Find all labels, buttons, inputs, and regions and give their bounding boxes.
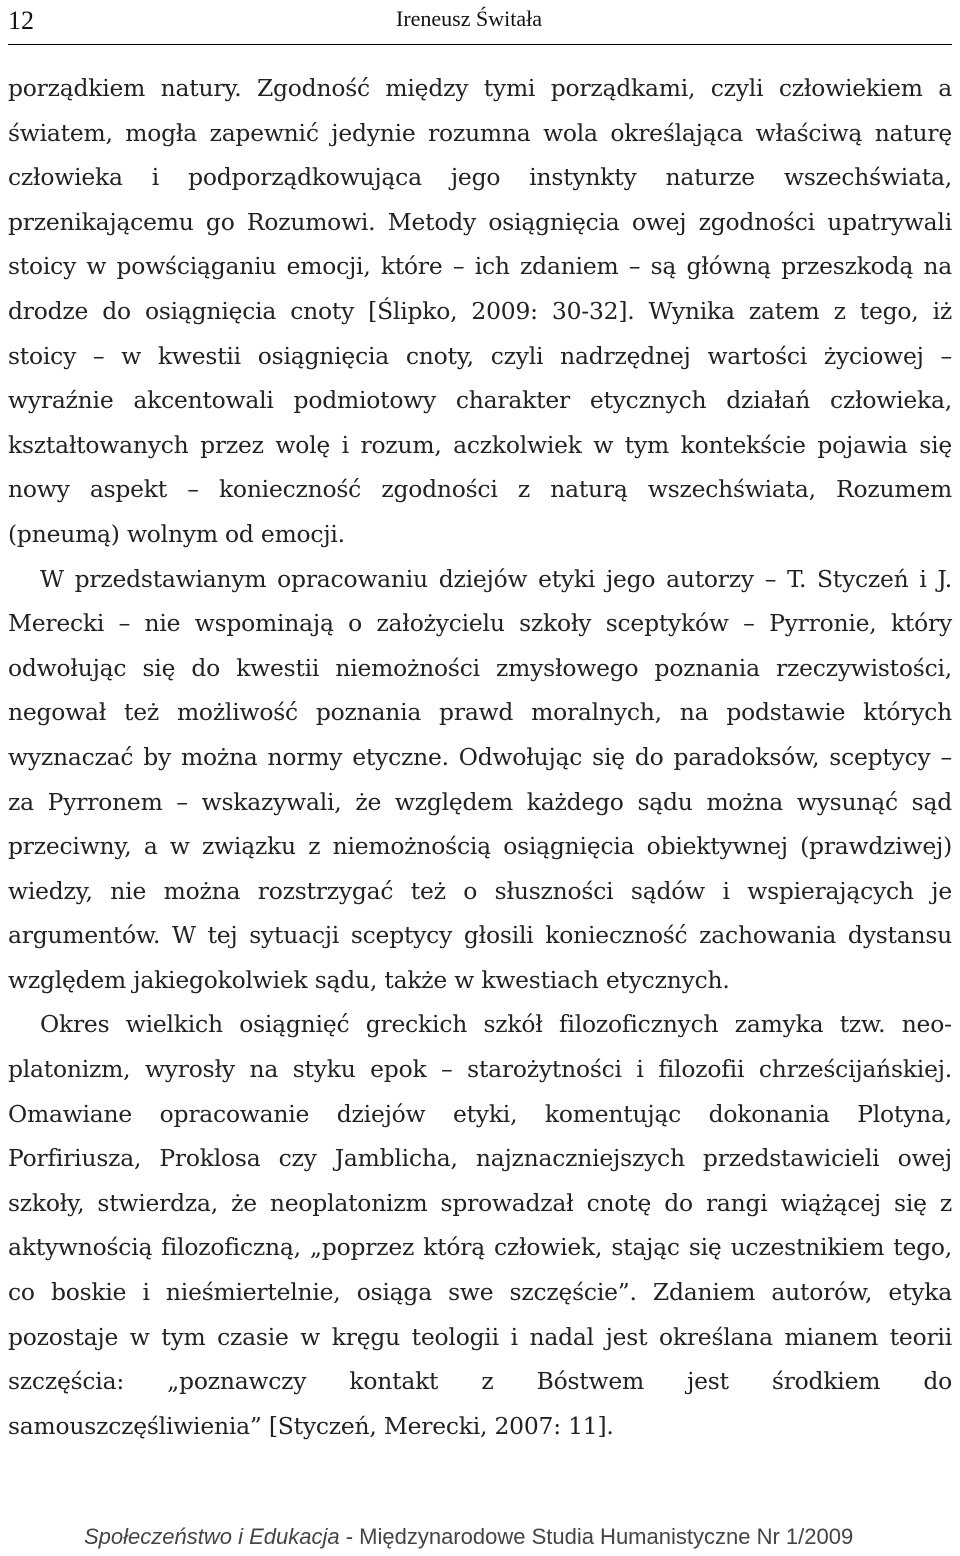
paragraph-3: Okres wielkich osiągnięć greckich szkół filozoficznych zamyka tzw. neoplatonizm, wyrosły na styku epok – starożytności i filozofii chrześcijańskiej. Omawiane opracowanie dziejów etyki, komentując dokonania Plotyna, Porfiriusza, Proklosa czy Jamblicha, najznaczniejszych przedstawicieli owej szkoły, stwierdza, że neoplatonizm sprowadzał cnotę do rangi wiążącej się z aktywnością filozoficzną, „poprzez którą człowiek, stając się uczestnikiem tego, co boskie i nieśmiertelnie, osiąga swe szczęście”. Zdaniem autorów, etyka pozostaje w tym czasie w kręgu teologii i nadal jest określana mianem teorii szczęścia: „poznawczy kontakt z Bóstwem jest środkiem do samouszczęśliwienia” [Styczeń, Merecki, 2007: 11]. — [8, 1010, 952, 1440]
body-text — [8, 66, 952, 1448]
page-footer — [84, 1524, 853, 1550]
page-header — [8, 0, 952, 45]
paragraph-1: porządkiem natury. Zgodność między tymi porządkami, czyli człowiekiem a światem, mogła zapewnić jedynie rozumna wola określająca właściwą naturę człowieka i podporządkowująca jego instynkty naturze wszechświata, przenikającemu go Rozumowi. Metody osiągnięcia owej zgodności upatrywali stoicy w powściąganiu emocji, które – ich zdaniem – są główną przeszkodą na drodze do osiągnięcia cnoty [Ślipko, 2009: 30-32]. Wynika zatem z tego, iż stoicy – w kwestii osiągnięcia cnoty, czyli nadrzędnej wartości życiowej – wyraźnie akcentowali podmiotowy charakter etycznych działań człowieka, kształtowanych przez wolę i rozum, aczkolwiek w tym kontekście pojawia się nowy aspekt – konieczność zgodności z naturą wszechświata, Rozumem (pneumą) wolnym od emocji. — [8, 74, 952, 548]
footer-journal-name: Społeczeństwo i Edukacja — [84, 1524, 340, 1549]
page-number: 12 — [8, 6, 34, 35]
footer-journal-details: - Międzynarodowe Studia Humanistyczne Nr 1/2009 — [339, 1524, 854, 1549]
paragraph-2: W przedstawianym opracowaniu dziejów etyki jego autorzy – T. Styczeń i J. Merecki – nie wspominają o założycielu szkoły sceptyków – Pyrronie, który odwołując się do kwestii niemożności zmysłowego poznania rzeczywistości, negował też możliwość poznania prawd moralnych, na podstawie których wyznaczać by można normy etyczne. Odwołując się do paradoksów, sceptycy – za Pyrronem – wskazywali, że względem każdego sądu można wysunąć sąd przeciwny, a w związku z niemożnością osiągnięcia obiektywnej (prawdziwej) wiedzy, nie można rozstrzygać też o słuszności sądów i wspierających je argumentów. W tej sytuacji sceptycy głosili konieczność zachowania dystansu względem jakiegokolwiek sądu, także w kwestiach etycznych. — [8, 564, 952, 994]
running-head-author: Ireneusz Świtała — [396, 6, 542, 31]
